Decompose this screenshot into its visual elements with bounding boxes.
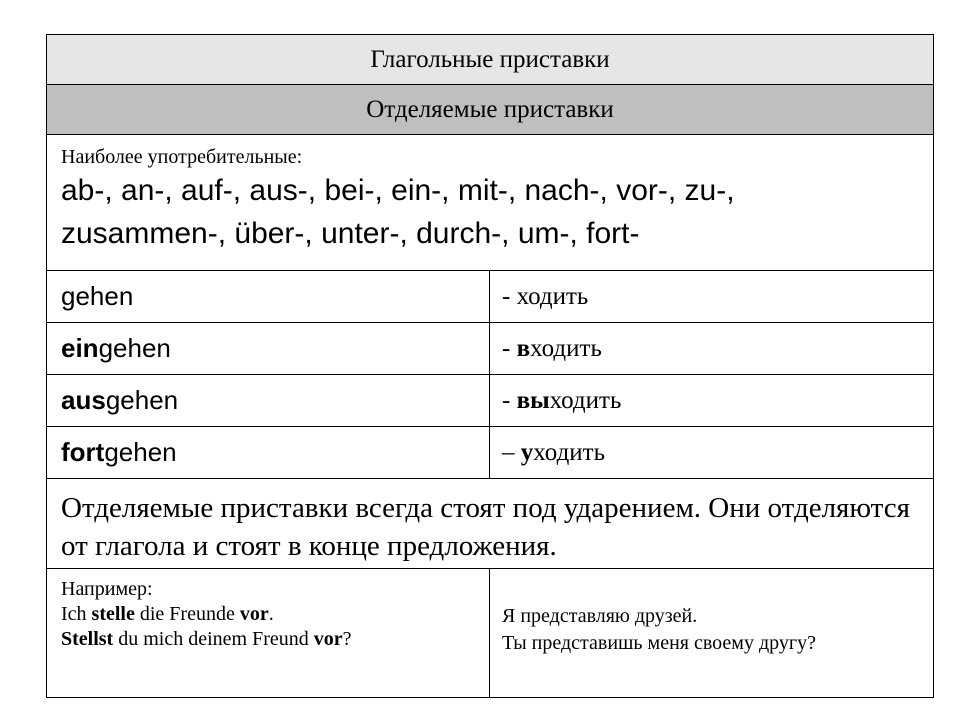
verb-prefix-table xyxy=(46,34,934,698)
most-used-label: Наиболее употребительные: xyxy=(61,146,303,168)
verb-cell: aus gehen xyxy=(47,375,490,426)
table-row xyxy=(47,271,933,323)
translation-cell: - ходить xyxy=(502,282,589,310)
example-translation-1: Я представляю друзей. xyxy=(502,605,698,627)
example-label: Например: xyxy=(61,578,153,600)
table-row xyxy=(47,323,933,375)
verb-cell: ein gehen xyxy=(47,323,490,374)
example-translation-cell xyxy=(490,569,933,697)
translation-cell: - в ходить xyxy=(502,334,602,362)
prefix-list-line-2: zusammen-, über-, unter-, durch-, um-, fort- xyxy=(61,217,640,250)
rule-text: Отделяемые приставки всегда стоят под ударением. Они отделяются от глагола и стоят в конце предложения. xyxy=(47,479,933,569)
translation-cell: - вы ходить xyxy=(502,386,622,414)
example-translation-2: Ты представишь меня своему другу? xyxy=(502,632,816,654)
table-title: Глагольные приставки xyxy=(47,35,933,85)
verb-cell: fort gehen xyxy=(47,427,490,478)
table-row xyxy=(47,427,933,479)
example-sentence-1: Ich stelle die Freunde vor. xyxy=(61,603,274,625)
table-row xyxy=(47,375,933,427)
example-german-cell xyxy=(47,569,490,697)
example-sentence-2: Stellst du mich deinem Freund vor? xyxy=(61,628,352,650)
prefix-list-line-1: ab-, an-, auf-, aus-, bei-, ein-, mit-, nach-, vor-, zu-, xyxy=(61,174,735,207)
table-subtitle: Отделяемые приставки xyxy=(47,85,933,135)
example-row xyxy=(47,569,933,697)
translation-cell: – у ходить xyxy=(502,438,606,466)
verb-cell: gehen xyxy=(47,271,490,322)
prefix-list-cell xyxy=(47,135,933,271)
